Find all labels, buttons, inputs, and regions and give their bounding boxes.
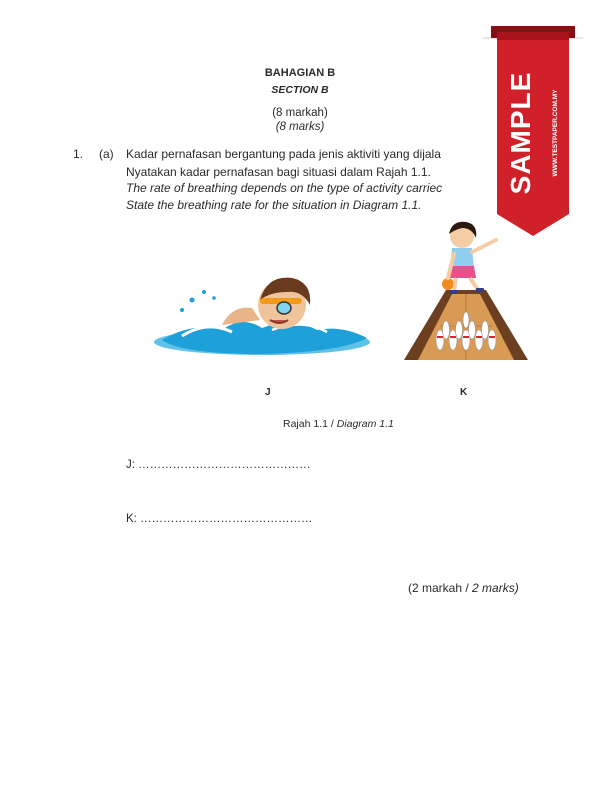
sample-watermark-ribbon bbox=[483, 18, 583, 243]
sample-watermark-word: SAMPLE bbox=[505, 71, 536, 195]
question-marks-en: 2 marks) bbox=[472, 581, 519, 595]
diagram-caption: Rajah 1.1 / Diagram 1.1 bbox=[283, 418, 394, 430]
sample-watermark-site: WWW.TESTPAPER.COM.MY bbox=[552, 89, 559, 177]
diagram-label-j: J bbox=[265, 387, 271, 398]
question-line-1: Kadar pernafasan bergantung pada jenis aktiviti yang dijala bbox=[126, 147, 441, 161]
section-marks-en: (8 marks) bbox=[275, 121, 325, 133]
section-marks-ms: (8 markah) bbox=[272, 107, 328, 119]
question-line-4: State the breathing rate for the situation in Diagram 1.1. bbox=[126, 198, 422, 212]
diagram-caption-en: Diagram 1.1 bbox=[336, 418, 394, 430]
answer-line-j[interactable]: J: ……………………………………… bbox=[126, 459, 311, 471]
question-line-3: The rate of breathing depends on the type of activity carriec bbox=[126, 181, 443, 195]
swimmer-illustration bbox=[152, 270, 377, 370]
section-title-ms: BAHAGIAN B bbox=[264, 67, 336, 79]
question-number: 1. bbox=[73, 147, 84, 161]
question-marks: (2 markah / 2 marks) bbox=[408, 581, 519, 595]
answer-line-k[interactable]: K: ……………………………………… bbox=[126, 513, 313, 525]
question-line-2: Nyatakan kadar pernafasan bagi situasi dalam Rajah 1.1. bbox=[126, 165, 431, 179]
question-part: (a) bbox=[99, 147, 114, 161]
diagram-label-k: K bbox=[460, 387, 468, 398]
section-title-en: SECTION B bbox=[271, 84, 329, 96]
